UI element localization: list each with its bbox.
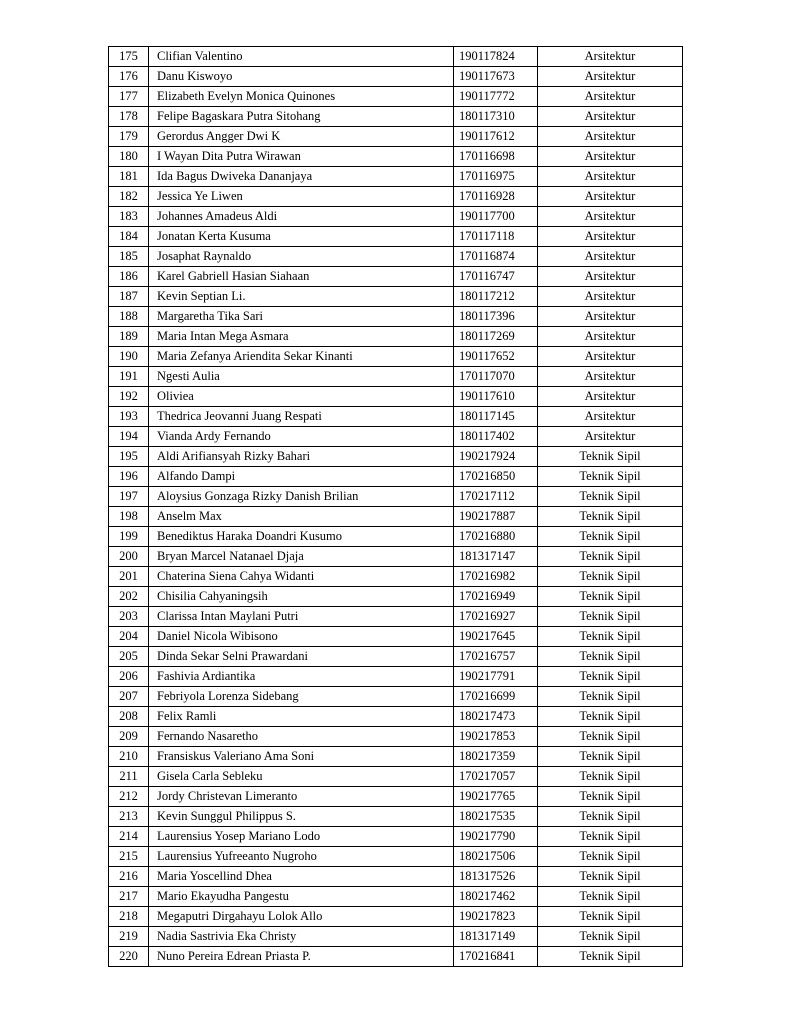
row-number-cell: 191 — [109, 367, 149, 387]
row-number-cell: 185 — [109, 247, 149, 267]
table-row — [109, 227, 683, 247]
student-name-cell: Thedrica Jeovanni Juang Respati — [149, 407, 454, 427]
study-program-cell: Teknik Sipil — [538, 647, 683, 667]
table-row — [109, 167, 683, 187]
student-id-cell: 170117070 — [454, 367, 538, 387]
student-id-cell: 170216850 — [454, 467, 538, 487]
row-number-cell: 195 — [109, 447, 149, 467]
table-row — [109, 887, 683, 907]
row-number-cell: 208 — [109, 707, 149, 727]
student-id-cell: 170216841 — [454, 947, 538, 967]
table-row — [109, 47, 683, 67]
study-program-cell: Teknik Sipil — [538, 607, 683, 627]
student-name-cell: Gisela Carla Sebleku — [149, 767, 454, 787]
student-id-cell: 180217506 — [454, 847, 538, 867]
student-name-cell: Maria Intan Mega Asmara — [149, 327, 454, 347]
row-number-cell: 203 — [109, 607, 149, 627]
student-name-cell: Daniel Nicola Wibisono — [149, 627, 454, 647]
study-program-cell: Arsitektur — [538, 187, 683, 207]
student-id-cell: 190217765 — [454, 787, 538, 807]
student-id-cell: 190117700 — [454, 207, 538, 227]
student-id-cell: 170116874 — [454, 247, 538, 267]
study-program-cell: Arsitektur — [538, 107, 683, 127]
student-name-cell: Dinda Sekar Selni Prawardani — [149, 647, 454, 667]
student-name-cell: Ngesti Aulia — [149, 367, 454, 387]
student-name-cell: Maria Yoscellind Dhea — [149, 867, 454, 887]
table-row — [109, 507, 683, 527]
table-row — [109, 707, 683, 727]
table-row — [109, 627, 683, 647]
study-program-cell: Teknik Sipil — [538, 467, 683, 487]
table-row — [109, 687, 683, 707]
student-id-cell: 170116928 — [454, 187, 538, 207]
student-id-cell: 180117269 — [454, 327, 538, 347]
table-row — [109, 107, 683, 127]
student-id-cell: 190217924 — [454, 447, 538, 467]
study-program-cell: Arsitektur — [538, 427, 683, 447]
student-id-cell: 190217791 — [454, 667, 538, 687]
student-name-cell: Margaretha Tika Sari — [149, 307, 454, 327]
study-program-cell: Arsitektur — [538, 387, 683, 407]
table-row — [109, 287, 683, 307]
study-program-cell: Teknik Sipil — [538, 687, 683, 707]
row-number-cell: 188 — [109, 307, 149, 327]
row-number-cell: 213 — [109, 807, 149, 827]
table-row — [109, 647, 683, 667]
row-number-cell: 186 — [109, 267, 149, 287]
student-name-cell: Johannes Amadeus Aldi — [149, 207, 454, 227]
study-program-cell: Arsitektur — [538, 407, 683, 427]
study-program-cell: Teknik Sipil — [538, 667, 683, 687]
table-row — [109, 667, 683, 687]
table-row — [109, 907, 683, 927]
student-name-cell: Laurensius Yosep Mariano Lodo — [149, 827, 454, 847]
student-name-cell: Anselm Max — [149, 507, 454, 527]
student-name-cell: Laurensius Yufreeanto Nugroho — [149, 847, 454, 867]
student-id-cell: 190117610 — [454, 387, 538, 407]
row-number-cell: 215 — [109, 847, 149, 867]
table-row — [109, 467, 683, 487]
student-id-cell: 190217790 — [454, 827, 538, 847]
student-id-cell: 180117402 — [454, 427, 538, 447]
student-id-cell: 180117212 — [454, 287, 538, 307]
row-number-cell: 199 — [109, 527, 149, 547]
student-name-cell: Febriyola Lorenza Sidebang — [149, 687, 454, 707]
row-number-cell: 189 — [109, 327, 149, 347]
student-id-cell: 180217462 — [454, 887, 538, 907]
student-id-cell: 170216699 — [454, 687, 538, 707]
table-row — [109, 527, 683, 547]
table-row — [109, 347, 683, 367]
row-number-cell: 192 — [109, 387, 149, 407]
row-number-cell: 207 — [109, 687, 149, 707]
row-number-cell: 176 — [109, 67, 149, 87]
student-name-cell: Aloysius Gonzaga Rizky Danish Brilian — [149, 487, 454, 507]
row-number-cell: 175 — [109, 47, 149, 67]
table-row — [109, 807, 683, 827]
row-number-cell: 204 — [109, 627, 149, 647]
table-row — [109, 867, 683, 887]
study-program-cell: Teknik Sipil — [538, 527, 683, 547]
table-row — [109, 247, 683, 267]
study-program-cell: Teknik Sipil — [538, 727, 683, 747]
study-program-cell: Teknik Sipil — [538, 847, 683, 867]
study-program-cell: Teknik Sipil — [538, 887, 683, 907]
study-program-cell: Arsitektur — [538, 307, 683, 327]
student-name-cell: Chisilia Cahyaningsih — [149, 587, 454, 607]
study-program-cell: Teknik Sipil — [538, 547, 683, 567]
row-number-cell: 194 — [109, 427, 149, 447]
table-row — [109, 367, 683, 387]
table-row — [109, 147, 683, 167]
student-id-cell: 170116747 — [454, 267, 538, 287]
study-program-cell: Teknik Sipil — [538, 767, 683, 787]
student-id-cell: 170217112 — [454, 487, 538, 507]
table-row — [109, 207, 683, 227]
student-id-cell: 190117772 — [454, 87, 538, 107]
student-id-cell: 170116698 — [454, 147, 538, 167]
student-id-cell: 190117612 — [454, 127, 538, 147]
student-id-cell: 170216757 — [454, 647, 538, 667]
study-program-cell: Arsitektur — [538, 327, 683, 347]
table-row — [109, 407, 683, 427]
row-number-cell: 197 — [109, 487, 149, 507]
row-number-cell: 187 — [109, 287, 149, 307]
row-number-cell: 178 — [109, 107, 149, 127]
row-number-cell: 211 — [109, 767, 149, 787]
table-row — [109, 387, 683, 407]
student-id-cell: 170216949 — [454, 587, 538, 607]
table-row — [109, 267, 683, 287]
student-roster-table — [108, 46, 683, 967]
table-row — [109, 747, 683, 767]
student-name-cell: I Wayan Dita Putra Wirawan — [149, 147, 454, 167]
student-name-cell: Jordy Christevan Limeranto — [149, 787, 454, 807]
study-program-cell: Arsitektur — [538, 247, 683, 267]
row-number-cell: 201 — [109, 567, 149, 587]
table-row — [109, 307, 683, 327]
student-name-cell: Fashivia Ardiantika — [149, 667, 454, 687]
table-row — [109, 947, 683, 967]
student-id-cell: 190217853 — [454, 727, 538, 747]
student-id-cell: 170216880 — [454, 527, 538, 547]
student-id-cell: 170117118 — [454, 227, 538, 247]
study-program-cell: Teknik Sipil — [538, 587, 683, 607]
study-program-cell: Teknik Sipil — [538, 707, 683, 727]
row-number-cell: 210 — [109, 747, 149, 767]
study-program-cell: Teknik Sipil — [538, 927, 683, 947]
student-id-cell: 180217359 — [454, 747, 538, 767]
study-program-cell: Teknik Sipil — [538, 507, 683, 527]
table-row — [109, 427, 683, 447]
row-number-cell: 177 — [109, 87, 149, 107]
row-number-cell: 193 — [109, 407, 149, 427]
student-name-cell: Jessica Ye Liwen — [149, 187, 454, 207]
table-row — [109, 607, 683, 627]
table-row — [109, 187, 683, 207]
student-name-cell: Ida Bagus Dwiveka Dananjaya — [149, 167, 454, 187]
student-name-cell: Felix Ramli — [149, 707, 454, 727]
student-name-cell: Fransiskus Valeriano Ama Soni — [149, 747, 454, 767]
study-program-cell: Teknik Sipil — [538, 627, 683, 647]
study-program-cell: Teknik Sipil — [538, 907, 683, 927]
student-id-cell: 181317149 — [454, 927, 538, 947]
row-number-cell: 196 — [109, 467, 149, 487]
table-row — [109, 487, 683, 507]
table-row — [109, 547, 683, 567]
study-program-cell: Arsitektur — [538, 347, 683, 367]
table-row — [109, 587, 683, 607]
study-program-cell: Arsitektur — [538, 267, 683, 287]
student-name-cell: Josaphat Raynaldo — [149, 247, 454, 267]
roster-body — [109, 47, 683, 967]
study-program-cell: Teknik Sipil — [538, 807, 683, 827]
student-name-cell: Benediktus Haraka Doandri Kusumo — [149, 527, 454, 547]
student-name-cell: Gerordus Angger Dwi K — [149, 127, 454, 147]
table-row — [109, 727, 683, 747]
study-program-cell: Teknik Sipil — [538, 827, 683, 847]
row-number-cell: 190 — [109, 347, 149, 367]
study-program-cell: Arsitektur — [538, 367, 683, 387]
study-program-cell: Arsitektur — [538, 47, 683, 67]
study-program-cell: Arsitektur — [538, 227, 683, 247]
student-id-cell: 190117673 — [454, 67, 538, 87]
table-row — [109, 567, 683, 587]
student-id-cell: 170216927 — [454, 607, 538, 627]
student-id-cell: 170217057 — [454, 767, 538, 787]
row-number-cell: 205 — [109, 647, 149, 667]
student-name-cell: Megaputri Dirgahayu Lolok Allo — [149, 907, 454, 927]
study-program-cell: Teknik Sipil — [538, 567, 683, 587]
student-name-cell: Chaterina Siena Cahya Widanti — [149, 567, 454, 587]
student-name-cell: Maria Zefanya Ariendita Sekar Kinanti — [149, 347, 454, 367]
student-name-cell: Vianda Ardy Fernando — [149, 427, 454, 447]
table-row — [109, 847, 683, 867]
study-program-cell: Arsitektur — [538, 127, 683, 147]
student-name-cell: Fernando Nasaretho — [149, 727, 454, 747]
row-number-cell: 218 — [109, 907, 149, 927]
student-id-cell: 170116975 — [454, 167, 538, 187]
student-name-cell: Clarissa Intan Maylani Putri — [149, 607, 454, 627]
student-name-cell: Nadia Sastrivia Eka Christy — [149, 927, 454, 947]
student-id-cell: 181317147 — [454, 547, 538, 567]
row-number-cell: 202 — [109, 587, 149, 607]
row-number-cell: 198 — [109, 507, 149, 527]
student-id-cell: 180117396 — [454, 307, 538, 327]
student-name-cell: Nuno Pereira Edrean Priasta P. — [149, 947, 454, 967]
table-row — [109, 767, 683, 787]
student-id-cell: 180117310 — [454, 107, 538, 127]
row-number-cell: 184 — [109, 227, 149, 247]
student-id-cell: 190117824 — [454, 47, 538, 67]
study-program-cell: Teknik Sipil — [538, 867, 683, 887]
student-id-cell: 180117145 — [454, 407, 538, 427]
student-id-cell: 180217535 — [454, 807, 538, 827]
student-name-cell: Clifian Valentino — [149, 47, 454, 67]
row-number-cell: 182 — [109, 187, 149, 207]
student-id-cell: 190217887 — [454, 507, 538, 527]
study-program-cell: Teknik Sipil — [538, 487, 683, 507]
table-row — [109, 447, 683, 467]
student-name-cell: Bryan Marcel Natanael Djaja — [149, 547, 454, 567]
row-number-cell: 183 — [109, 207, 149, 227]
student-name-cell: Elizabeth Evelyn Monica Quinones — [149, 87, 454, 107]
row-number-cell: 209 — [109, 727, 149, 747]
table-row — [109, 927, 683, 947]
student-name-cell: Kevin Septian Li. — [149, 287, 454, 307]
student-name-cell: Danu Kiswoyo — [149, 67, 454, 87]
study-program-cell: Teknik Sipil — [538, 787, 683, 807]
student-name-cell: Felipe Bagaskara Putra Sitohang — [149, 107, 454, 127]
row-number-cell: 179 — [109, 127, 149, 147]
student-name-cell: Jonatan Kerta Kusuma — [149, 227, 454, 247]
table-row — [109, 827, 683, 847]
study-program-cell: Arsitektur — [538, 147, 683, 167]
row-number-cell: 214 — [109, 827, 149, 847]
study-program-cell: Teknik Sipil — [538, 447, 683, 467]
table-row — [109, 87, 683, 107]
student-name-cell: Alfando Dampi — [149, 467, 454, 487]
student-id-cell: 190117652 — [454, 347, 538, 367]
study-program-cell: Arsitektur — [538, 287, 683, 307]
row-number-cell: 212 — [109, 787, 149, 807]
study-program-cell: Arsitektur — [538, 87, 683, 107]
row-number-cell: 181 — [109, 167, 149, 187]
table-row — [109, 67, 683, 87]
student-id-cell: 190217823 — [454, 907, 538, 927]
table-row — [109, 327, 683, 347]
student-id-cell: 181317526 — [454, 867, 538, 887]
study-program-cell: Arsitektur — [538, 67, 683, 87]
student-id-cell: 180217473 — [454, 707, 538, 727]
study-program-cell: Arsitektur — [538, 207, 683, 227]
row-number-cell: 219 — [109, 927, 149, 947]
row-number-cell: 180 — [109, 147, 149, 167]
table-row — [109, 127, 683, 147]
row-number-cell: 220 — [109, 947, 149, 967]
student-name-cell: Mario Ekayudha Pangestu — [149, 887, 454, 907]
student-name-cell: Kevin Sunggul Philippus S. — [149, 807, 454, 827]
student-name-cell: Karel Gabriell Hasian Siahaan — [149, 267, 454, 287]
row-number-cell: 217 — [109, 887, 149, 907]
row-number-cell: 206 — [109, 667, 149, 687]
student-id-cell: 170216982 — [454, 567, 538, 587]
row-number-cell: 200 — [109, 547, 149, 567]
row-number-cell: 216 — [109, 867, 149, 887]
study-program-cell: Teknik Sipil — [538, 747, 683, 767]
student-name-cell: Aldi Arifiansyah Rizky Bahari — [149, 447, 454, 467]
student-id-cell: 190217645 — [454, 627, 538, 647]
table-row — [109, 787, 683, 807]
study-program-cell: Teknik Sipil — [538, 947, 683, 967]
study-program-cell: Arsitektur — [538, 167, 683, 187]
student-name-cell: Oliviea — [149, 387, 454, 407]
